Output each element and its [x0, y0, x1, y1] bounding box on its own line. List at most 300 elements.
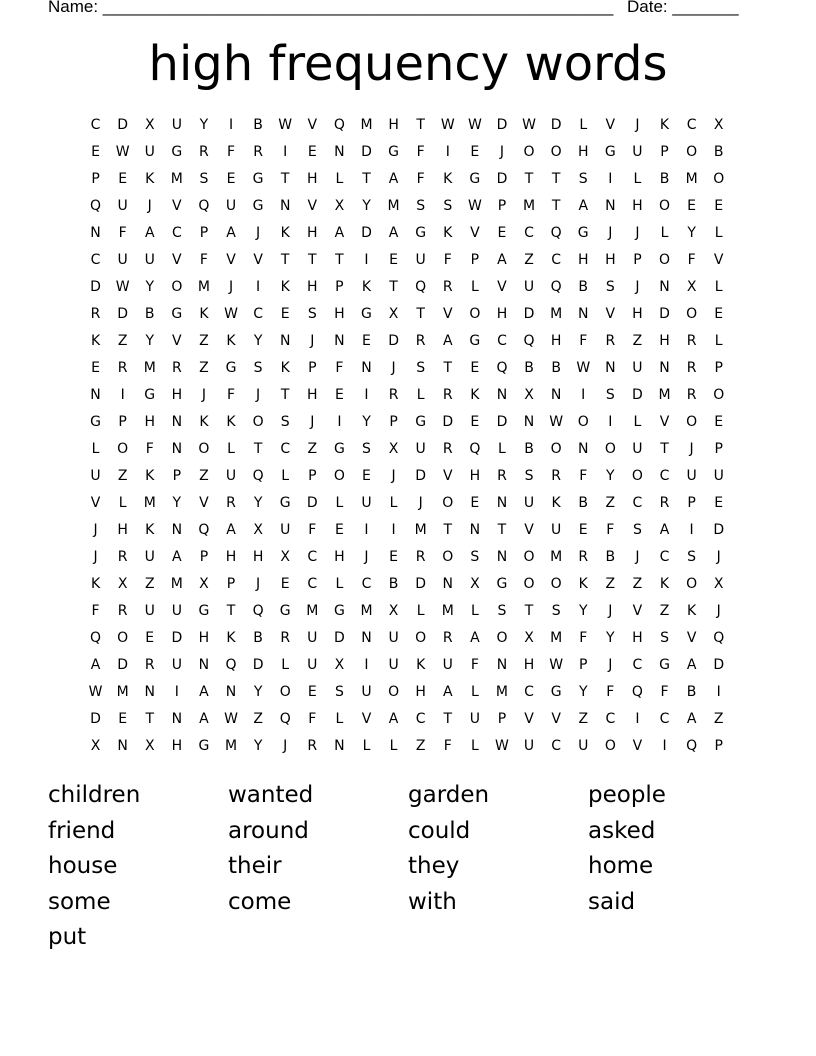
- grid-cell[interactable]: G: [252, 198, 264, 214]
- grid-cell[interactable]: W: [576, 360, 591, 376]
- grid-cell[interactable]: D: [713, 657, 725, 673]
- grid-cell[interactable]: O: [469, 306, 481, 322]
- grid-cell[interactable]: G: [333, 603, 345, 619]
- grid-cell[interactable]: D: [90, 711, 101, 727]
- grid-cell[interactable]: C: [659, 711, 670, 727]
- grid-cell[interactable]: J: [608, 657, 613, 673]
- grid-cell[interactable]: M: [116, 684, 129, 700]
- grid-cell[interactable]: L: [227, 441, 235, 457]
- grid-cell[interactable]: B: [551, 360, 561, 376]
- grid-cell[interactable]: K: [280, 279, 290, 295]
- grid-cell[interactable]: P: [308, 360, 317, 376]
- grid-cell[interactable]: U: [307, 657, 318, 673]
- grid-cell[interactable]: R: [442, 441, 453, 457]
- grid-cell[interactable]: D: [361, 144, 372, 160]
- grid-cell[interactable]: F: [308, 522, 317, 538]
- grid-cell[interactable]: Q: [279, 711, 291, 727]
- grid-cell[interactable]: L: [389, 738, 398, 754]
- grid-cell[interactable]: U: [307, 630, 318, 646]
- grid-cell[interactable]: V: [226, 252, 236, 268]
- grid-cell[interactable]: G: [279, 603, 291, 619]
- grid-cell[interactable]: O: [550, 576, 562, 592]
- grid-cell[interactable]: B: [144, 306, 155, 322]
- grid-cell[interactable]: G: [144, 387, 156, 403]
- grid-cell[interactable]: I: [716, 684, 721, 700]
- grid-cell[interactable]: J: [256, 387, 261, 403]
- grid-cell[interactable]: O: [279, 684, 291, 700]
- grid-cell[interactable]: L: [118, 495, 127, 511]
- grid-cell[interactable]: T: [280, 252, 290, 268]
- grid-cell[interactable]: U: [632, 360, 643, 376]
- grid-cell[interactable]: G: [333, 441, 345, 457]
- grid-cell[interactable]: R: [442, 630, 453, 646]
- grid-cell[interactable]: I: [608, 171, 613, 187]
- grid-cell[interactable]: I: [120, 387, 125, 403]
- grid-cell[interactable]: O: [604, 738, 616, 754]
- grid-cell[interactable]: U: [225, 468, 237, 484]
- grid-cell[interactable]: T: [226, 603, 236, 619]
- grid-cell[interactable]: O: [496, 630, 508, 646]
- grid-cell[interactable]: K: [280, 360, 290, 376]
- grid-cell[interactable]: L: [470, 603, 479, 619]
- grid-cell[interactable]: R: [659, 495, 670, 511]
- grid-cell[interactable]: R: [415, 549, 426, 565]
- grid-cell[interactable]: C: [280, 441, 291, 457]
- grid-cell[interactable]: L: [416, 387, 425, 403]
- grid-cell[interactable]: M: [658, 387, 671, 403]
- grid-cell[interactable]: C: [307, 549, 318, 565]
- grid-cell[interactable]: I: [364, 387, 369, 403]
- grid-cell[interactable]: V: [632, 738, 643, 754]
- grid-cell[interactable]: N: [496, 495, 508, 511]
- grid-cell[interactable]: I: [337, 414, 342, 430]
- grid-cell[interactable]: W: [115, 144, 130, 160]
- grid-cell[interactable]: K: [687, 603, 697, 619]
- grid-cell[interactable]: L: [362, 738, 371, 754]
- grid-cell[interactable]: H: [469, 468, 481, 484]
- grid-cell[interactable]: O: [333, 468, 345, 484]
- grid-cell[interactable]: S: [551, 603, 561, 619]
- grid-cell[interactable]: N: [334, 738, 345, 754]
- grid-cell[interactable]: S: [605, 279, 615, 295]
- grid-cell[interactable]: T: [443, 360, 453, 376]
- grid-cell[interactable]: B: [578, 279, 589, 295]
- grid-cell[interactable]: G: [550, 684, 562, 700]
- grid-cell[interactable]: E: [470, 414, 480, 430]
- grid-cell[interactable]: K: [659, 576, 670, 592]
- grid-cell[interactable]: V: [307, 198, 318, 214]
- grid-cell[interactable]: N: [198, 657, 210, 673]
- grid-cell[interactable]: O: [577, 414, 589, 430]
- grid-cell[interactable]: A: [144, 225, 155, 241]
- grid-cell[interactable]: D: [388, 333, 399, 349]
- grid-cell[interactable]: C: [524, 684, 534, 700]
- grid-cell[interactable]: G: [388, 144, 399, 160]
- grid-cell[interactable]: Z: [578, 711, 589, 727]
- grid-cell[interactable]: X: [144, 117, 155, 133]
- grid-cell[interactable]: G: [415, 225, 427, 241]
- grid-cell[interactable]: S: [605, 387, 615, 403]
- grid-cell[interactable]: Q: [550, 225, 562, 241]
- grid-cell[interactable]: J: [310, 333, 315, 349]
- grid-cell[interactable]: U: [388, 630, 399, 646]
- grid-cell[interactable]: N: [117, 738, 128, 754]
- grid-cell[interactable]: F: [606, 684, 615, 700]
- grid-cell[interactable]: K: [199, 414, 209, 430]
- grid-cell[interactable]: O: [686, 306, 698, 322]
- grid-cell[interactable]: O: [523, 576, 535, 592]
- grid-cell[interactable]: U: [713, 468, 724, 484]
- grid-cell[interactable]: R: [415, 333, 426, 349]
- grid-cell[interactable]: Z: [605, 495, 616, 511]
- grid-cell[interactable]: F: [660, 684, 669, 700]
- grid-cell[interactable]: A: [226, 225, 236, 241]
- grid-cell[interactable]: F: [687, 252, 696, 268]
- grid-cell[interactable]: S: [632, 522, 642, 538]
- grid-cell[interactable]: X: [686, 279, 697, 295]
- grid-cell[interactable]: C: [632, 495, 643, 511]
- grid-cell[interactable]: T: [416, 117, 425, 133]
- grid-cell[interactable]: U: [632, 441, 643, 457]
- grid-cell[interactable]: E: [307, 684, 317, 700]
- grid-cell[interactable]: V: [686, 630, 697, 646]
- grid-cell[interactable]: Y: [253, 738, 263, 754]
- grid-cell[interactable]: C: [686, 117, 697, 133]
- grid-cell[interactable]: N: [496, 549, 508, 565]
- grid-cell[interactable]: E: [714, 414, 724, 430]
- grid-cell[interactable]: Y: [253, 684, 263, 700]
- grid-cell[interactable]: B: [253, 630, 263, 646]
- grid-cell[interactable]: Q: [252, 468, 264, 484]
- grid-cell[interactable]: H: [144, 414, 155, 430]
- grid-cell[interactable]: K: [470, 387, 480, 403]
- grid-cell[interactable]: D: [496, 117, 508, 133]
- grid-cell[interactable]: R: [90, 306, 101, 322]
- grid-cell[interactable]: W: [467, 117, 482, 133]
- grid-cell[interactable]: V: [605, 117, 616, 133]
- grid-cell[interactable]: E: [91, 360, 100, 376]
- grid-cell[interactable]: X: [90, 738, 101, 754]
- grid-cell[interactable]: O: [388, 684, 400, 700]
- grid-cell[interactable]: V: [551, 711, 561, 727]
- grid-cell[interactable]: Z: [659, 603, 670, 619]
- grid-cell[interactable]: P: [470, 252, 480, 268]
- grid-cell[interactable]: M: [197, 279, 210, 295]
- grid-cell[interactable]: U: [523, 279, 535, 295]
- grid-cell[interactable]: H: [632, 630, 643, 646]
- grid-cell[interactable]: U: [361, 684, 372, 700]
- grid-cell[interactable]: A: [497, 252, 507, 268]
- grid-cell[interactable]: F: [416, 171, 425, 187]
- grid-cell[interactable]: A: [172, 549, 182, 565]
- grid-cell[interactable]: C: [659, 468, 670, 484]
- grid-cell[interactable]: U: [171, 657, 182, 673]
- grid-cell[interactable]: U: [361, 495, 372, 511]
- grid-cell[interactable]: R: [578, 549, 589, 565]
- grid-cell[interactable]: F: [226, 144, 236, 160]
- grid-cell[interactable]: D: [306, 495, 318, 511]
- grid-cell[interactable]: N: [523, 414, 535, 430]
- grid-cell[interactable]: Z: [199, 468, 209, 484]
- grid-cell[interactable]: U: [469, 711, 480, 727]
- grid-cell[interactable]: N: [90, 387, 101, 403]
- grid-cell[interactable]: X: [713, 117, 724, 133]
- grid-cell[interactable]: S: [334, 684, 344, 700]
- grid-cell[interactable]: V: [172, 198, 182, 214]
- grid-cell[interactable]: S: [362, 441, 371, 457]
- grid-cell[interactable]: X: [388, 441, 399, 457]
- grid-cell[interactable]: O: [171, 279, 183, 295]
- grid-cell[interactable]: A: [442, 684, 453, 700]
- grid-cell[interactable]: D: [117, 117, 129, 133]
- grid-cell[interactable]: V: [307, 117, 318, 133]
- grid-cell[interactable]: Q: [333, 117, 345, 133]
- grid-cell[interactable]: K: [145, 468, 155, 484]
- grid-cell[interactable]: G: [469, 171, 481, 187]
- grid-cell[interactable]: U: [686, 468, 697, 484]
- grid-cell[interactable]: R: [117, 603, 128, 619]
- grid-cell[interactable]: G: [225, 360, 237, 376]
- grid-cell[interactable]: S: [416, 198, 426, 214]
- grid-cell[interactable]: E: [226, 171, 236, 187]
- grid-cell[interactable]: X: [280, 549, 290, 565]
- grid-cell[interactable]: L: [714, 225, 723, 241]
- grid-cell[interactable]: L: [498, 441, 506, 457]
- grid-cell[interactable]: F: [579, 468, 588, 484]
- grid-cell[interactable]: N: [496, 387, 508, 403]
- grid-cell[interactable]: C: [307, 576, 318, 592]
- grid-cell[interactable]: B: [686, 684, 697, 700]
- grid-cell[interactable]: P: [714, 441, 723, 457]
- grid-cell[interactable]: B: [578, 495, 589, 511]
- grid-cell[interactable]: P: [199, 549, 209, 565]
- grid-cell[interactable]: D: [117, 306, 129, 322]
- grid-cell[interactable]: Q: [631, 684, 643, 700]
- grid-cell[interactable]: L: [470, 684, 479, 700]
- grid-cell[interactable]: Q: [198, 522, 210, 538]
- grid-cell[interactable]: S: [280, 414, 290, 430]
- grid-cell[interactable]: I: [608, 414, 613, 430]
- grid-cell[interactable]: K: [578, 576, 588, 592]
- grid-cell[interactable]: R: [388, 387, 399, 403]
- grid-cell[interactable]: M: [550, 306, 563, 322]
- grid-cell[interactable]: L: [281, 468, 290, 484]
- grid-cell[interactable]: D: [415, 576, 427, 592]
- grid-cell[interactable]: O: [523, 549, 535, 565]
- grid-cell[interactable]: J: [499, 144, 505, 160]
- grid-cell[interactable]: J: [310, 414, 315, 430]
- grid-cell[interactable]: M: [170, 171, 183, 187]
- grid-cell[interactable]: T: [145, 711, 155, 727]
- grid-cell[interactable]: Z: [307, 441, 318, 457]
- grid-cell[interactable]: H: [334, 549, 345, 565]
- grid-cell[interactable]: E: [714, 306, 724, 322]
- grid-cell[interactable]: V: [90, 495, 101, 511]
- grid-cell[interactable]: W: [467, 198, 482, 214]
- grid-cell[interactable]: K: [145, 522, 155, 538]
- name-field-label[interactable]: Name: ______________________________________________________: [48, 0, 614, 16]
- grid-cell[interactable]: Y: [578, 684, 588, 700]
- grid-cell[interactable]: M: [143, 495, 156, 511]
- grid-cell[interactable]: D: [496, 171, 508, 187]
- grid-cell[interactable]: P: [579, 657, 588, 673]
- grid-cell[interactable]: E: [578, 522, 588, 538]
- grid-cell[interactable]: K: [226, 414, 236, 430]
- grid-cell[interactable]: O: [604, 441, 616, 457]
- grid-cell[interactable]: H: [307, 279, 318, 295]
- grid-cell[interactable]: K: [443, 171, 453, 187]
- grid-cell[interactable]: Z: [632, 333, 643, 349]
- grid-cell[interactable]: F: [606, 522, 615, 538]
- grid-cell[interactable]: Q: [252, 603, 264, 619]
- grid-cell[interactable]: V: [713, 252, 724, 268]
- grid-cell[interactable]: J: [283, 738, 288, 754]
- grid-cell[interactable]: K: [226, 630, 236, 646]
- grid-cell[interactable]: U: [144, 144, 155, 160]
- grid-cell[interactable]: Y: [253, 495, 263, 511]
- grid-cell[interactable]: Q: [225, 657, 237, 673]
- grid-cell[interactable]: M: [523, 198, 536, 214]
- grid-cell[interactable]: D: [713, 522, 725, 538]
- grid-cell[interactable]: K: [443, 225, 453, 241]
- grid-cell[interactable]: H: [307, 225, 318, 241]
- grid-cell[interactable]: L: [714, 279, 723, 295]
- grid-cell[interactable]: T: [253, 441, 263, 457]
- grid-cell[interactable]: R: [144, 657, 155, 673]
- grid-cell[interactable]: T: [551, 171, 561, 187]
- grid-cell[interactable]: F: [416, 144, 425, 160]
- grid-cell[interactable]: Z: [415, 738, 426, 754]
- grid-cell[interactable]: I: [364, 522, 369, 538]
- grid-cell[interactable]: R: [686, 333, 697, 349]
- grid-cell[interactable]: M: [495, 684, 508, 700]
- grid-cell[interactable]: Z: [199, 360, 209, 376]
- grid-cell[interactable]: S: [578, 171, 588, 187]
- grid-cell[interactable]: I: [174, 684, 179, 700]
- grid-cell[interactable]: N: [90, 225, 101, 241]
- grid-cell[interactable]: R: [442, 387, 453, 403]
- grid-cell[interactable]: G: [604, 144, 616, 160]
- grid-cell[interactable]: D: [550, 117, 562, 133]
- grid-cell[interactable]: H: [252, 549, 264, 565]
- grid-cell[interactable]: Q: [415, 279, 427, 295]
- grid-cell[interactable]: M: [414, 522, 427, 538]
- grid-cell[interactable]: V: [659, 414, 670, 430]
- grid-cell[interactable]: C: [632, 657, 643, 673]
- grid-cell[interactable]: X: [470, 576, 480, 592]
- grid-cell[interactable]: U: [442, 657, 453, 673]
- grid-cell[interactable]: G: [659, 657, 670, 673]
- grid-cell[interactable]: H: [171, 387, 183, 403]
- grid-cell[interactable]: P: [714, 360, 723, 376]
- grid-cell[interactable]: V: [172, 252, 182, 268]
- grid-cell[interactable]: N: [334, 333, 345, 349]
- grid-cell[interactable]: H: [632, 306, 643, 322]
- grid-cell[interactable]: B: [713, 144, 724, 160]
- grid-cell[interactable]: E: [280, 306, 290, 322]
- grid-cell[interactable]: O: [442, 549, 454, 565]
- grid-cell[interactable]: L: [335, 495, 344, 511]
- grid-cell[interactable]: N: [361, 630, 372, 646]
- grid-cell[interactable]: F: [199, 252, 208, 268]
- grid-cell[interactable]: K: [90, 333, 101, 349]
- grid-cell[interactable]: N: [442, 576, 453, 592]
- grid-cell[interactable]: K: [145, 171, 155, 187]
- grid-cell[interactable]: E: [687, 198, 697, 214]
- grid-cell[interactable]: H: [605, 252, 616, 268]
- grid-cell[interactable]: J: [635, 225, 640, 241]
- grid-cell[interactable]: X: [524, 387, 534, 403]
- grid-cell[interactable]: J: [635, 117, 640, 133]
- grid-cell[interactable]: T: [443, 711, 453, 727]
- grid-cell[interactable]: T: [308, 252, 317, 268]
- grid-cell[interactable]: J: [716, 603, 721, 619]
- grid-cell[interactable]: A: [90, 657, 101, 673]
- grid-cell[interactable]: X: [524, 630, 534, 646]
- grid-cell[interactable]: T: [389, 279, 398, 295]
- grid-cell[interactable]: R: [605, 333, 616, 349]
- grid-cell[interactable]: E: [470, 360, 480, 376]
- grid-cell[interactable]: L: [335, 171, 344, 187]
- grid-cell[interactable]: W: [88, 684, 103, 700]
- grid-cell[interactable]: S: [660, 630, 669, 646]
- grid-cell[interactable]: F: [443, 252, 452, 268]
- grid-cell[interactable]: Q: [90, 198, 102, 214]
- grid-cell[interactable]: Y: [687, 225, 696, 241]
- grid-cell[interactable]: Q: [686, 738, 698, 754]
- grid-cell[interactable]: E: [145, 630, 155, 646]
- grid-cell[interactable]: E: [280, 576, 290, 592]
- grid-cell[interactable]: V: [605, 306, 616, 322]
- grid-cell[interactable]: L: [91, 441, 100, 457]
- grid-cell[interactable]: S: [497, 603, 507, 619]
- grid-cell[interactable]: N: [279, 333, 291, 349]
- grid-cell[interactable]: P: [687, 495, 696, 511]
- grid-cell[interactable]: F: [91, 603, 100, 619]
- grid-cell[interactable]: O: [686, 414, 698, 430]
- grid-cell[interactable]: R: [686, 360, 697, 376]
- grid-cell[interactable]: D: [523, 306, 535, 322]
- grid-cell[interactable]: T: [660, 441, 669, 457]
- grid-cell[interactable]: H: [496, 306, 508, 322]
- grid-cell[interactable]: O: [550, 144, 562, 160]
- grid-cell[interactable]: J: [608, 603, 613, 619]
- grid-cell[interactable]: G: [90, 414, 101, 430]
- grid-cell[interactable]: I: [391, 522, 396, 538]
- grid-cell[interactable]: I: [228, 117, 234, 133]
- grid-cell[interactable]: Q: [523, 333, 535, 349]
- grid-cell[interactable]: S: [199, 171, 209, 187]
- grid-cell[interactable]: O: [252, 414, 264, 430]
- grid-cell[interactable]: G: [198, 603, 210, 619]
- grid-cell[interactable]: C: [90, 117, 101, 133]
- grid-cell[interactable]: I: [662, 738, 667, 754]
- grid-cell[interactable]: M: [685, 171, 698, 187]
- grid-cell[interactable]: A: [388, 225, 399, 241]
- grid-cell[interactable]: N: [171, 711, 183, 727]
- grid-cell[interactable]: H: [577, 252, 589, 268]
- grid-cell[interactable]: B: [388, 576, 399, 592]
- grid-cell[interactable]: D: [252, 657, 264, 673]
- grid-cell[interactable]: Q: [90, 630, 102, 646]
- grid-cell[interactable]: H: [117, 522, 128, 538]
- grid-cell[interactable]: N: [171, 522, 183, 538]
- grid-cell[interactable]: P: [389, 414, 398, 430]
- grid-cell[interactable]: R: [226, 495, 236, 511]
- grid-cell[interactable]: J: [201, 387, 206, 403]
- grid-cell[interactable]: V: [172, 333, 182, 349]
- grid-cell[interactable]: R: [253, 144, 263, 160]
